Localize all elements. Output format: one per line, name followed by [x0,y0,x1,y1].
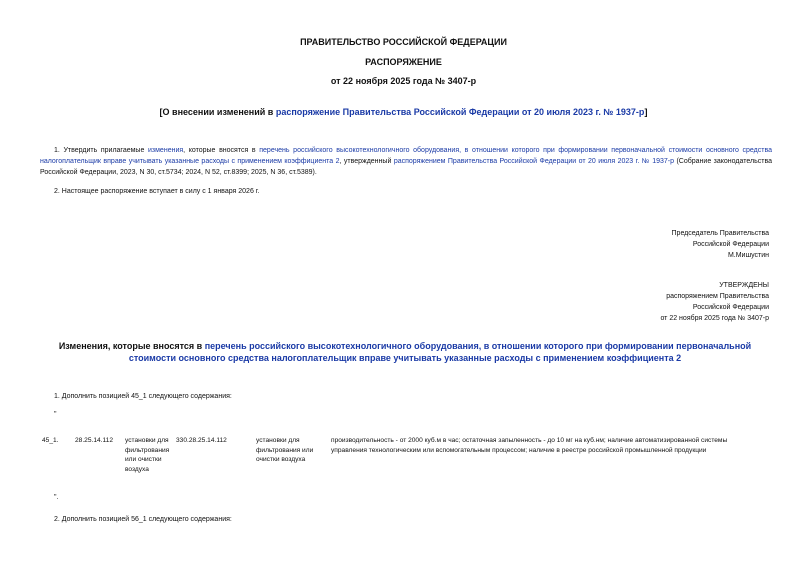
p1-link-list[interactable]: перечень российского высокотехнологичного оборудования, в отношении которого при формировании первоначальной стоимости основного средства налогоплательщик вправе учитывать указанные расходы с применением коэффициента 2 [40,147,772,165]
paragraph-1 [40,145,772,178]
signature-title: Председатель Правительства [671,230,769,237]
date-number: от 22 ноября 2025 года № 3407-р [330,76,477,86]
row-okof-name: установки для фильтрования или очистки воздуха [256,437,314,463]
item-1: 1. Дополнить позицией 45_1 следующего содержания: [54,393,232,400]
quote-open: " [54,411,57,418]
approval-line-3: Российской Федерации [692,304,769,311]
approval-line-4: от 22 ноября 2025 года № 3407-р [660,315,769,322]
quote-close: ". [54,494,59,501]
p1-text-1: 1. Утвердить прилагаемые [54,147,148,154]
item-2: 2. Дополнить позицией 56_1 следующего содержания: [54,516,232,523]
row-okpd-code: 28.25.14.112 [75,437,114,444]
changes-title-text: Изменения, которые вносятся в [58,341,205,351]
changes-title [55,340,755,364]
signature-block [500,228,769,261]
subject-line [0,107,807,117]
p1-text-2: , которые вносятся в [183,147,260,154]
subject-close: ] [644,107,648,117]
p1-link-changes[interactable]: изменения [148,147,184,154]
approval-line-2: распоряжением Правительства [666,293,769,300]
p1-text-4: (Собрание законодательства Российской Федерации, 2023, N 30, ст.5734; 2024, N 52, ст.8399; 2025, N 36, ст.5389). [40,158,772,176]
signature-org: Российской Федерации [692,241,769,248]
row-okof-code: 330.28.25.14.112 [176,437,227,444]
signature-name: М.Мишустин [727,252,769,259]
doc-type: РАСПОРЯЖЕНИЕ [365,57,442,67]
row-name: установки для фильтрования или очистки воздуха [125,437,170,473]
approval-heading: УТВЕРЖДЕНЫ [719,282,769,289]
changes-title-link[interactable]: перечень российского высокотехнологичного оборудования, в отношении которого при формировании первоначальной стоимости основного средства налогоплательщик вправе учитывать указанные расходы с применением коэффициента 2 [128,341,752,363]
p1-text-3: , утвержденный [339,158,394,165]
approval-block [500,280,769,324]
subject-open: [О внесении изменений в [159,107,276,117]
row-number: 45_1. [42,437,59,444]
paragraph-2: 2. Настоящее распоряжение вступает в силу с 1 января 2026 г. [54,188,260,195]
row-requirements: производительность - от 2000 куб.м в час; остаточная запыленность - до 10 мг на куб.нм; наличие автоматизированной системы управления технологическим или вспомогательным процессом; наличие в реестре российской промышленной продукции [331,437,728,454]
org-heading: ПРАВИТЕЛЬСТВО РОССИЙСКОЙ ФЕДЕРАЦИИ [300,37,507,47]
p1-link-order[interactable]: распоряжением Правительства Российской Федерации от 20 июля 2023 г. № 1937-р [393,158,675,165]
subject-link[interactable]: распоряжение Правительства Российской Федерации от 20 июля 2023 г. № 1937-р [275,107,645,117]
